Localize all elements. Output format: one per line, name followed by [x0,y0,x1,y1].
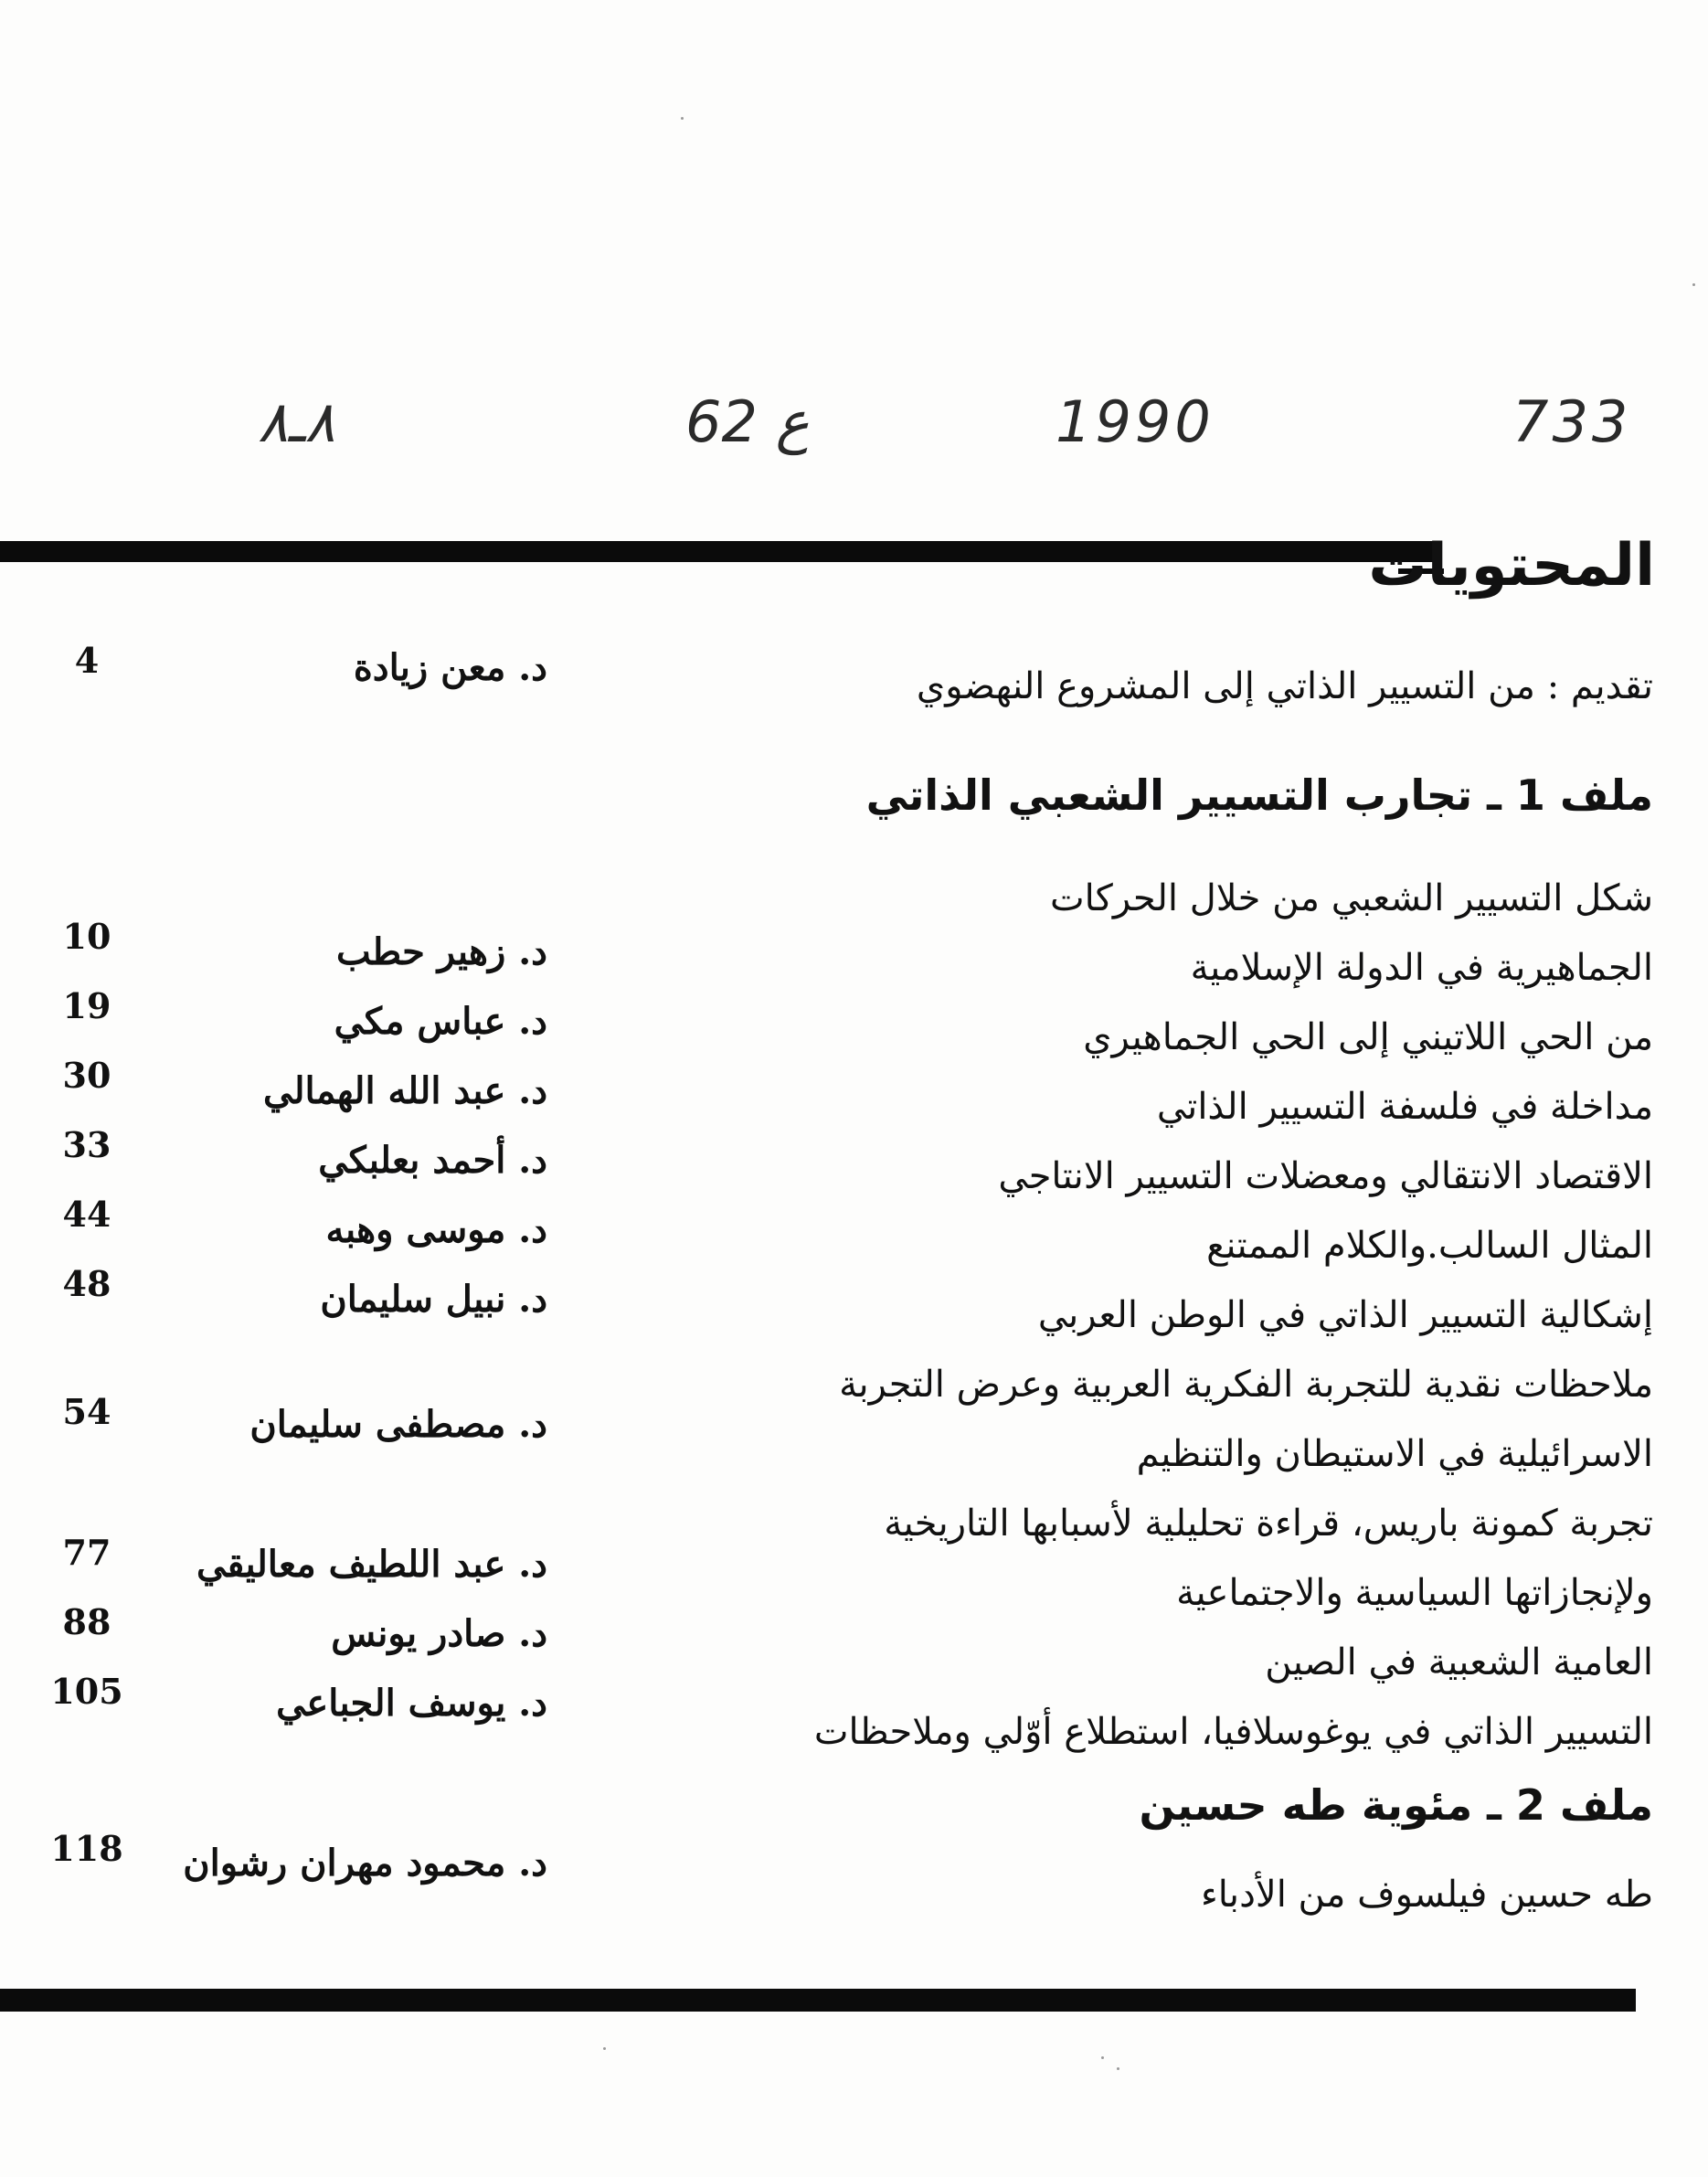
scan-speck [681,117,684,120]
footer-rule [0,1989,1636,2012]
toc-entry: الاسرائيلية في الاستيطان والتنظيم [1136,1433,1653,1475]
author-name: د. أحمد بعلبكي [318,1139,547,1182]
toc-entry: طه حسين فيلسوف من الأدباء [1200,1874,1653,1916]
page-number: 10 [62,916,111,957]
handwritten-note-3: 1990 [1056,388,1215,455]
toc-entry: شكل التسيير الشعبي من خلال الحركات [1049,877,1653,919]
scan-speck [1117,2067,1119,2070]
page-number: 33 [62,1124,111,1165]
toc-entry: تقديم : من التسيير الذاتي إلى المشروع النهضوي [916,665,1653,707]
toc-entry: العامية الشعبية في الصين [1265,1641,1653,1683]
toc-entry: ولإنجازاتها السياسية والاجتماعية [1176,1572,1653,1614]
page-title: المحتويات [1368,532,1655,600]
author-name: د. عباس مكي [334,1000,547,1043]
page-number: 4 [74,640,100,681]
page-number: 105 [50,1671,123,1712]
author-name: د. يوسف الجباعي [276,1682,547,1725]
toc-entry: من الحي اللاتيني إلى الحي الجماهيري [1083,1016,1653,1058]
toc-entry: الاقتصاد الانتقالي ومعضلات التسيير الانتاجي [998,1155,1653,1197]
toc-entry: تجربة كمونة باريس، قراءة تحليلية لأسبابها التاريخية [884,1503,1653,1545]
toc-entry: إشكالية التسيير الذاتي في الوطن العربي [1037,1294,1653,1336]
author-name: د. نبيل سليمان [320,1278,547,1321]
page-number: 118 [50,1828,123,1869]
scan-speck [1692,283,1695,286]
scan-speck [603,2047,606,2050]
author-name: د. عبد الله الهمالي [262,1069,547,1112]
toc-entry: ملاحظات نقدية للتجربة الفكرية العربية وعرض التجربة [839,1364,1653,1406]
page-number: 48 [62,1263,111,1304]
author-name: د. زهير حطب [336,930,547,973]
author-name: د. صادر يونس [331,1612,547,1655]
page-number: 88 [62,1601,111,1642]
author-name: د. عبد اللطيف معاليقي [196,1543,547,1586]
page-number: 77 [62,1532,111,1573]
author-name: د. موسى وهبه [325,1208,547,1251]
author-name: د. معن زيادة [353,646,547,689]
toc-entry: الجماهيرية في الدولة الإسلامية [1190,947,1653,989]
page-number: 30 [62,1055,111,1096]
author-name: د. مصطفى سليمان [249,1403,547,1446]
handwritten-note-4: 733 [1512,388,1632,455]
page-number: 54 [62,1391,111,1432]
toc-entry: مداخلة في فلسفة التسيير الذاتي [1156,1086,1653,1128]
toc-entry: التسيير الذاتي في يوغوسلافيا، استطلاع أوّلي وملاحظات [813,1711,1653,1753]
handwritten-note-2: 62 ع [685,388,810,455]
toc-entry: المثال السالب.والكلام الممتنع [1206,1225,1653,1267]
header-rule [0,541,1435,562]
handwritten-note-1: ٨ـ٨ [258,388,335,455]
toc-section-heading: ملف 2 ـ مئوية طه حسين [1139,1780,1653,1830]
scan-speck [1101,2056,1104,2059]
toc-section-heading: ملف 1 ـ تجارب التسيير الشعبي الذاتي [865,770,1653,820]
author-name: د. محمود مهران رشوان [183,1842,547,1885]
page-number: 44 [62,1194,111,1235]
page-number: 19 [62,985,111,1026]
